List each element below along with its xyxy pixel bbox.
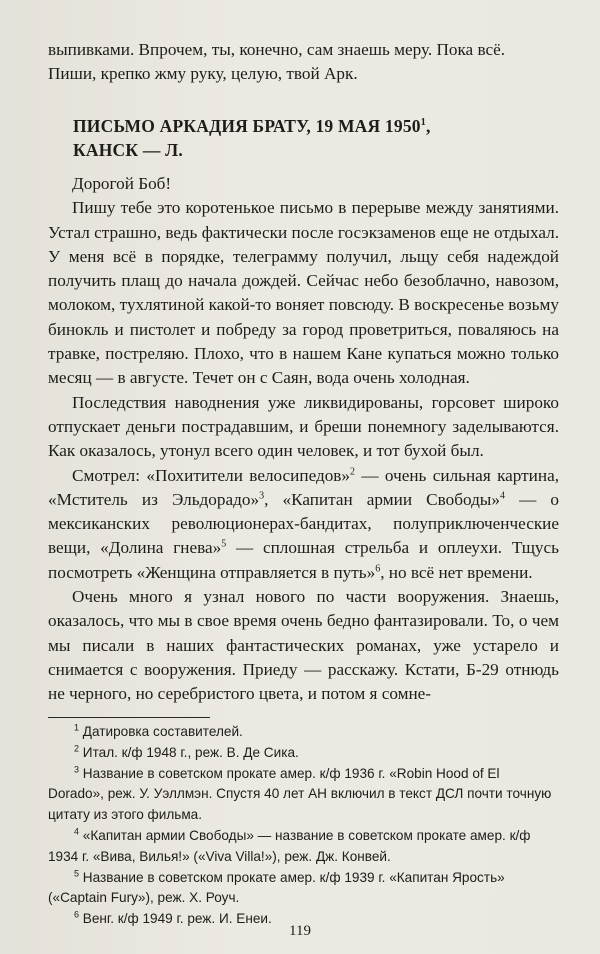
text-line: выпивками. Впрочем, ты, конечно, сам знаешь меру. Пока всё.: [48, 40, 506, 59]
footnote: $^5$ Название в советском прокате амер. к/ф 1939 г. «Капитан Ярость» («Captain Fury»), реж. Х. Роуч.: [48, 868, 505, 906]
footnote-ref: 4: [499, 490, 505, 502]
heading-line-1: ПИСЬМО АРКАДИЯ БРАТУ, 19 МАЯ 1950$^1$,: [73, 116, 431, 136]
paragraph: Очень много я узнал нового по части вооружения. Знаешь, оказалось, что мы в свое время очень бедно фантазировали. То, о чем мы писали в наших фантастических романах, уже устарело и снимается с вооружения. Приеду — расскажу. Кстати, Б-29 отнюдь не черного, но серебристого цвета, и потом я сомне-: [48, 587, 559, 704]
footnote-ref: 3: [259, 490, 265, 502]
page-number: 119: [289, 923, 311, 939]
footnote: $^4$ «Капитан армии Свободы» — название в советском прокате амер. к/ф 1934 г. «Вива, Вилья!» («Viva Villa!»), реж. Дж. Конвей.: [48, 826, 531, 864]
footnote: $^3$ Название в советском прокате амер. к/ф 1936 г. «Robin Hood of El Dorado», реж. У. Уэллмэн. Спустя 40 лет АН включил в текст ДСЛ почти точную цитату из этого фильма.: [48, 764, 552, 823]
footnote: $^2$ Итал. к/ф 1948 г., реж. В. Де Сика.: [74, 743, 299, 760]
previous-letter-ending: [48, 38, 559, 87]
letter-body: [48, 172, 559, 707]
paragraph-films: Смотрел: «Похитители велосипедов»$^2$ — очень сильная картина, «Мститель из Эльдорадо»$^3$, «Капитан армии Свободы»$^4$ — о мексиканских революционерах-бандитах, полуприключенческие вещи, «Долина гнева»$^5$ — сплошная стрельба и оплеухи. Тщусь посмотреть «Женщина отправляется в путь»$^6$, но всё нет времени.: [48, 465, 559, 582]
footnote: $^1$ Датировка составителей.: [74, 722, 243, 739]
footnote-ref: 1: [420, 117, 426, 129]
text-line: Пиши, крепко жму руку, целую, твой Арк.: [48, 64, 358, 84]
footnote: $^6$ Венг. к/ф 1949 г. реж. И. Енеи.: [74, 909, 272, 927]
greeting: Дорогой Боб!: [72, 174, 172, 193]
footnotes: [48, 722, 559, 930]
paragraph: Пишу тебе это коротенькое письмо в перерыве между занятиями. Устал страшно, ведь фактически после госэкзаменов еще не отдыхал. У меня всё в порядке, телеграмму получил, льщу себя надеждой получить плащ до начала дождей. Сейчас небо безоблачно, навозом, молоком, тухлятиной какой-то воняет повсюду. В воскресенье возьму бинокль и пистолет и побреду за город проветриться, поваляюсь на травке, постреляю. Плохо, что в нашем Кане купаться можно только месяц — в августе. Течет он с Саян, вода очень холодная.: [48, 198, 559, 388]
paragraph: Последствия наводнения уже ликвидированы, горсовет широко отпускает деньги пострадавшим, и бреши понемногу заделываются. Как оказалось, утонул всего один человек, и тот бухой был.: [48, 392, 559, 461]
heading-line-2: КАНСК — Л.: [73, 140, 183, 160]
footnote-ref: 5: [221, 538, 227, 550]
letter-heading: [73, 114, 533, 162]
footnote-ref: 2: [350, 465, 356, 477]
footnote-ref: 6: [375, 563, 381, 575]
footnote-divider: [48, 717, 210, 718]
